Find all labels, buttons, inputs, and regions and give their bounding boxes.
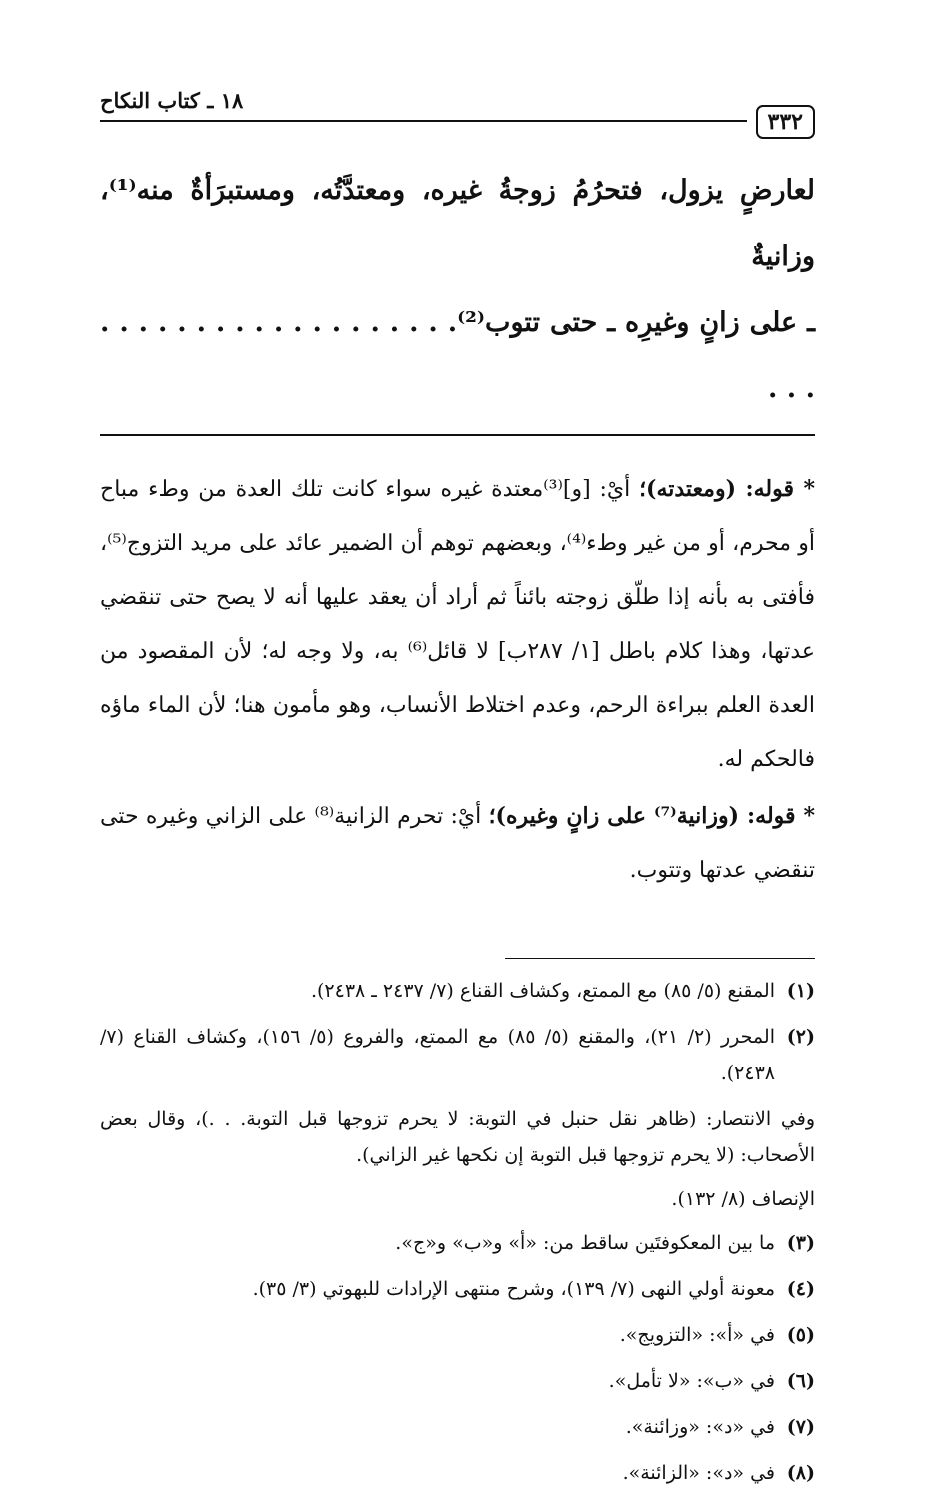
footnote-divider — [505, 958, 815, 959]
footnote — [100, 973, 815, 1009]
footnote-text: المحرر (٢/ ٢١)، والمقنع (٥/ ٨٥) مع الممتع، والفروع (٥/ ١٥٦)، وكشاف القناع (٧/ ٢٤٣٨). — [100, 1026, 775, 1084]
footnote-number: (١) — [786, 980, 815, 1002]
footnote — [100, 1019, 815, 1091]
footnote — [100, 1409, 815, 1445]
footnote — [100, 1225, 815, 1261]
matn-line: لعارضٍ يزول، فتحرُمُ زوجةُ غيره، ومعتدَّتُه، ومستبرَأةٌ منه⁽¹⁾، وزانيةٌ — [100, 175, 815, 272]
footnote-text: معونة أولي النهى (٧/ ١٣٩)، وشرح منتهى الإرادات للبهوتي (٣/ ٣٥). — [252, 1278, 775, 1300]
commentary-keyword: * قوله: (وزانية⁽⁷⁾ على زانٍ وغيره)؛ — [488, 803, 816, 829]
footnote — [100, 1271, 815, 1307]
matn-text — [100, 158, 815, 422]
chapter-title: ١٨ ـ كتاب النكاح — [100, 88, 244, 113]
commentary-keyword: * قوله: (ومعتدته)؛ — [639, 476, 815, 502]
commentary-paragraph — [100, 462, 815, 787]
footnote-text: في «أ»: «التزويج». — [619, 1324, 775, 1346]
footnote — [100, 1455, 815, 1491]
matn-divider — [100, 434, 815, 436]
page-header — [100, 80, 815, 140]
footnote-number: (٢) — [786, 1026, 815, 1048]
footnote-number: (٥) — [786, 1324, 815, 1346]
footnote-text: في «د»: «الزائنة». — [622, 1462, 775, 1484]
commentary-text: أيْ: تحرم الزانية⁽⁸⁾ على الزاني وغيره حتى تنقضي عدتها وتتوب. — [100, 804, 815, 883]
footnote-number: (٨) — [786, 1462, 815, 1484]
footnotes — [100, 973, 815, 1491]
commentary-paragraph — [100, 789, 815, 898]
matn-line: ـ على زانٍ وغيرِه ـ حتى تتوب⁽²⁾. . . . . . . . . . . . . . . . . . . . . . — [100, 307, 815, 404]
footnote-number: (٣) — [786, 1232, 815, 1254]
footnote-continuation: الإنصاف (٨/ ١٣٢). — [671, 1188, 815, 1210]
footnote-number: (٧) — [786, 1416, 815, 1438]
footnote-text: ما بين المعكوفتَين ساقط من: «أ» و«ب» و«ج». — [395, 1232, 775, 1254]
footnote-text: المقنع (٥/ ٨٥) مع الممتع، وكشاف القناع (٧/ ٢٤٣٧ ـ ٢٤٣٨). — [310, 980, 775, 1002]
commentary-text: أيْ: [و]⁽³⁾معتدة غيره سواء كانت تلك العدة من وطء مباح أو محرم، أو من غير وطء⁽⁴⁾، وبعضهم توهم أن الضمير عائد على مريد التزوج⁽⁵⁾، فأفتى به بأنه إذا طلّق زوجته بائناً ثم أراد أن يعقد عليها أنه لا يصح حتى تنقضي عدتها، وهذا كلام باطل [١/ ٢٨٧ب] لا قائل⁽⁶⁾ به، ولا وجه له؛ لأن المقصود من العدة العلم ببراءة الرحم، وعدم اختلاط الأنساب، وهو مأمون هنا؛ لأن الماء ماؤه فالحكم له. — [100, 477, 815, 772]
footnote — [100, 1317, 815, 1353]
footnote-text: في «د»: «وزائنة». — [625, 1416, 775, 1438]
footnote-number: (٤) — [786, 1278, 815, 1300]
book-page — [100, 80, 815, 1501]
footnote — [100, 1363, 815, 1399]
page-number: ٣٣٢ — [756, 105, 815, 139]
footnote-text: في «ب»: «لا تأمل». — [608, 1370, 775, 1392]
header-rule — [100, 120, 747, 122]
footnote-continuation: وفي الانتصار: (ظاهر نقل حنبل في التوبة: لا يحرم تزوجها قبل التوبة. . .)، وقال بعض الأصحاب: (لا يحرم تزوجها قبل التوبة إن نكحها غير الزاني). — [100, 1108, 815, 1166]
footnote-number: (٦) — [786, 1370, 815, 1392]
